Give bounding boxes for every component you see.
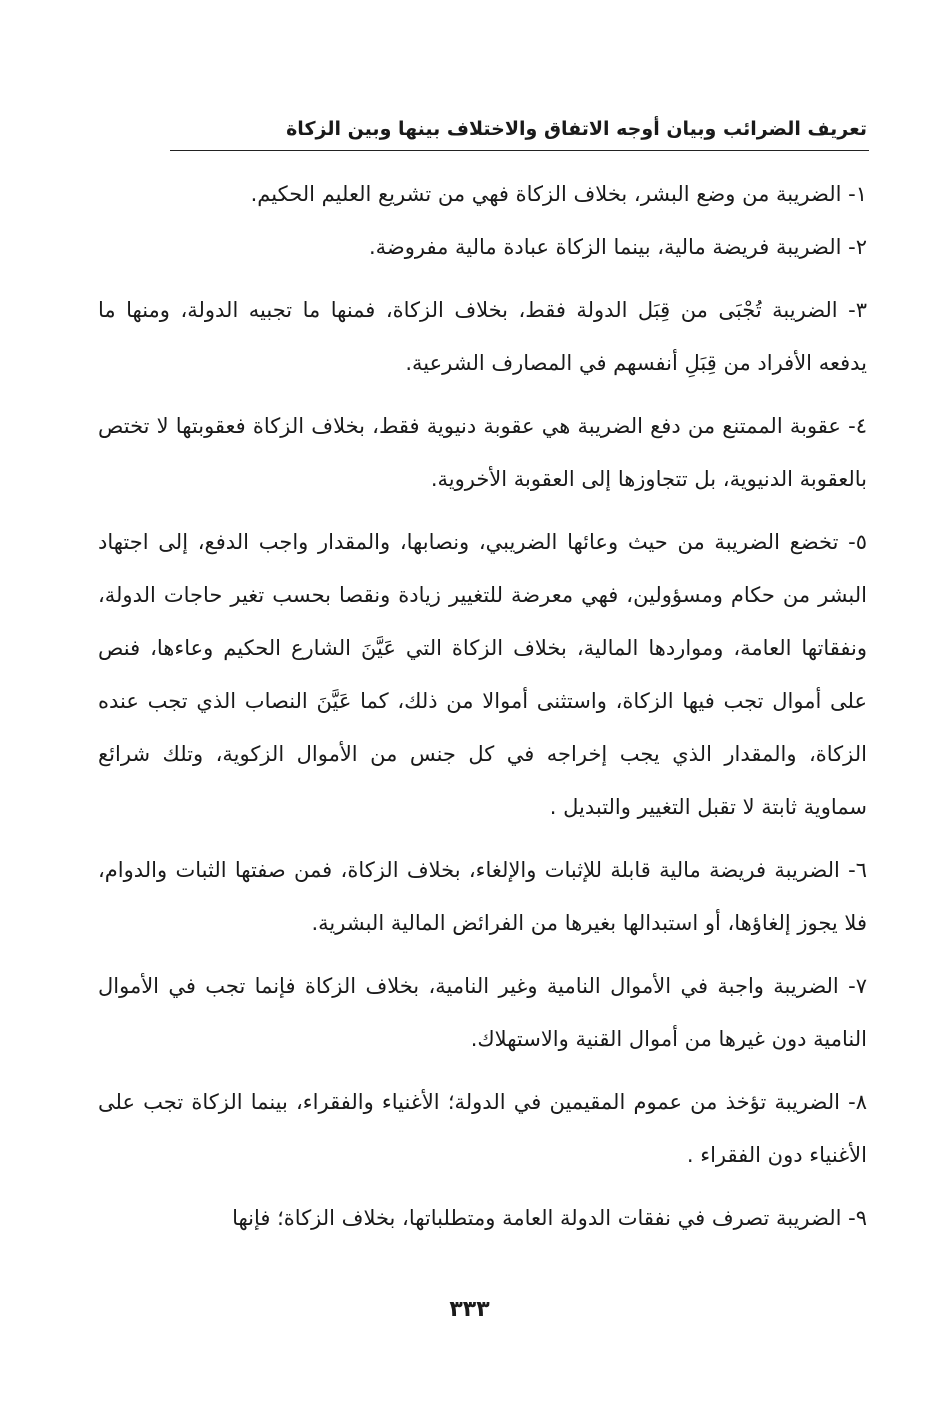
page-number: ٣٣٣ — [449, 1297, 490, 1322]
running-header: تعريف الضرائب وبيان أوجه الاتفاق والاختلاف بينها وبين الزكاة — [286, 118, 867, 140]
paragraph-9: ٩- الضريبة تصرف في نفقات الدولة العامة ومتطلباتها، بخلاف الزكاة؛ فإنها — [232, 1206, 867, 1230]
paragraph-6: ٦- الضريبة فريضة مالية قابلة للإثبات والإلغاء، بخلاف الزكاة، فمن صفتها الثبات والدوام، فلا يجوز إلغاؤها، أو استبدالها بغيرها من الفرائض المالية البشرية. — [98, 858, 867, 935]
paragraph-8: ٨- الضريبة تؤخذ من عموم المقيمين في الدولة؛ الأغنياء والفقراء، بينما الزكاة تجب على الأغنياء دون الفقراء . — [98, 1090, 867, 1167]
paragraph-4: ٤- عقوبة الممتنع من دفع الضريبة هي عقوبة دنيوية فقط، بخلاف الزكاة فعقوبتها لا تختص بالعقوبة الدنيوية، بل تتجاوزها إلى العقوبة الأخروية. — [98, 414, 867, 491]
paragraph-2: ٢- الضريبة فريضة مالية، بينما الزكاة عبادة مالية مفروضة. — [369, 235, 867, 259]
paragraph-7: ٧- الضريبة واجبة في الأموال النامية وغير النامية، بخلاف الزكاة فإنما تجب في الأموال النامية دون غيرها من أموال القنية والاستهلاك. — [98, 974, 867, 1051]
body-text — [98, 168, 867, 1245]
paragraph-5: ٥- تخضع الضريبة من حيث وعائها الضريبي، ونصابها، والمقدار واجب الدفع، إلى اجتهاد البشر من حكام ومسؤولين، فهي معرضة للتغيير زيادة ونقصا بحسب تغير حاجات الدولة، ونفقاتها العامة، ومواردها المالية، بخلاف الزكاة التي عَيَّنَ الشارع الحكيم وعاءها، فنص على أموال تجب فيها الزكاة، واستثنى أموالا من ذلك، كما عَيَّنَ النصاب الذي تجب عنده الزكاة، والمقدار الذي يجب إخراجه في كل جنس من الأموال الزكوية، وتلك شرائع سماوية ثابتة لا تقبل التغيير والتبديل . — [98, 530, 867, 819]
header-rule — [170, 150, 869, 151]
paragraph-1: ١- الضريبة من وضع البشر، بخلاف الزكاة فهي من تشريع العليم الحكيم. — [250, 182, 867, 206]
paragraph-3: ٣- الضريبة تُجْبَى من قِبَل الدولة فقط، بخلاف الزكاة، فمنها ما تجبيه الدولة، ومنها ما يدفعه الأفراد من قِبَلِ أنفسهم في المصارف الشرعية. — [98, 298, 867, 375]
